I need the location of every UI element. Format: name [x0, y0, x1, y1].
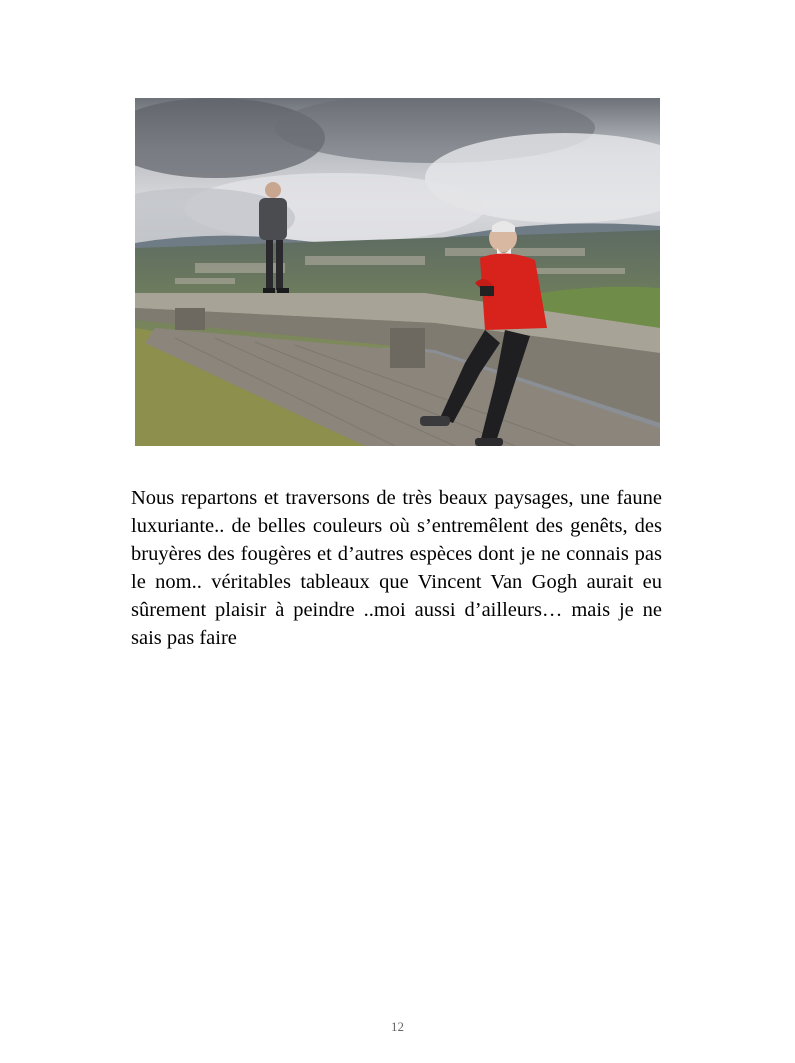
body-paragraph: Nous repartons et traversons de très beaux paysages, une faune luxuriante.. de belles couleurs où s’entremêlent des genêts, des bruyères des fougères et d’autres espèces dont je ne connais pas le nom.. véritables tableaux que Vincent Van Gogh aurait eu sûrement plaisir à peindre ..moi aussi d’ailleurs… mais je ne sais pas faire	[131, 487, 662, 649]
photo-illustration	[135, 98, 660, 446]
landscape-photo	[135, 98, 660, 446]
page-number: 12	[391, 1019, 404, 1034]
